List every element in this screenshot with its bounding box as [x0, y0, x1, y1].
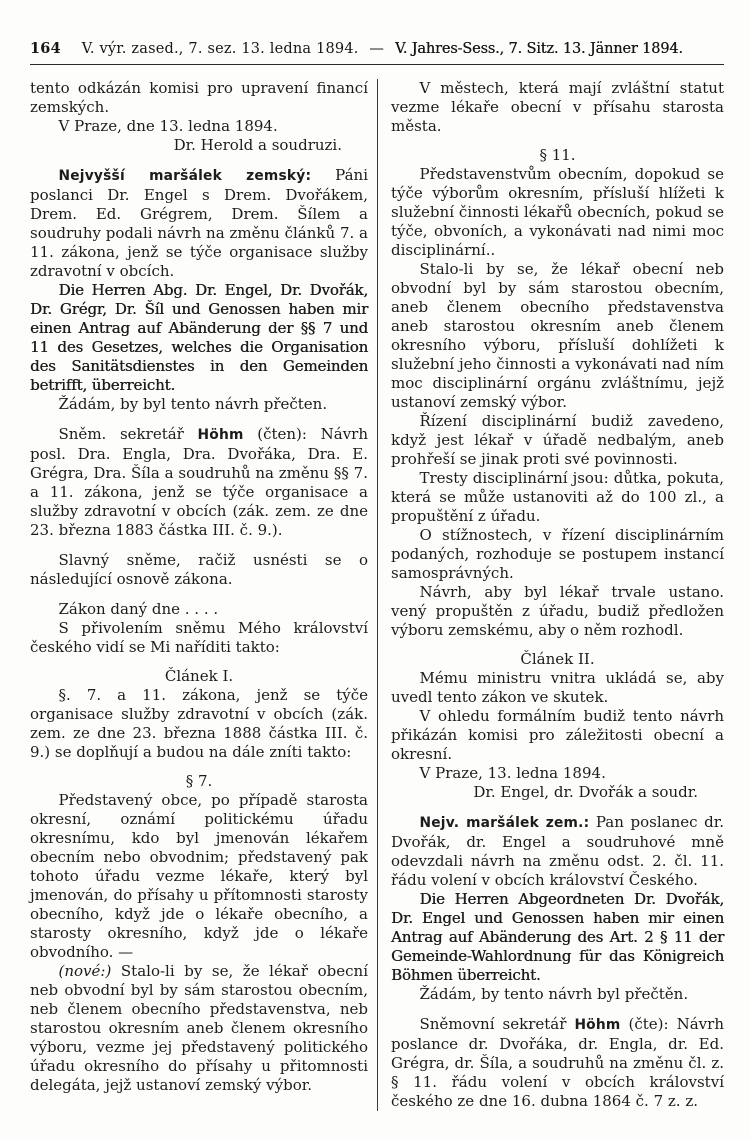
- speaker-name: Nejv. maršálek zem.:: [419, 815, 590, 831]
- text-run: Žádám, by tento návrh byl přečtěn.: [419, 985, 689, 1003]
- text-run: Mému ministru vnitra ukládá se, aby uvedl tento zákon ve skutek.: [391, 669, 724, 706]
- paragraph: [391, 764, 724, 783]
- page-header: [30, 40, 724, 57]
- paragraph: [30, 619, 368, 657]
- speaker-name: Nejvyšší maršálek zemský:: [58, 168, 312, 184]
- paragraph: [391, 469, 724, 526]
- section-heading: [30, 772, 368, 791]
- paragraph: [391, 890, 724, 985]
- text-run: Sněmovní sekretář: [419, 1015, 575, 1033]
- text-run: (čte): Návrh poslance dr. Dvořáka, dr. Engla, dr. Ed. Grégra, dr. Šíla, a soudruhů na změnu čl. z. § 11. řádu volení v obcích království českého ze dne 16. dubna 1864 č. 7 z. z.: [391, 1015, 724, 1110]
- left-column: [30, 79, 377, 1111]
- text-run: Pan poslanec dr. Dvořák, dr. Engel a soudruhové mně odevzdali návrh na změnu odst. 2. čl. 11. řádu volení v obcích království Českého.: [391, 813, 724, 889]
- text-run: Páni poslanci Dr. Engel s Drem. Dvořákem, Drem. Ed. Grégrem, Drem. Šílem a soudruhy podali návrh na změnu článků 7. a 11. zákona, jenž se týče organisace služby zdravotní v obcích.: [30, 166, 368, 280]
- section-heading: [391, 146, 724, 165]
- signature-line: [30, 136, 368, 155]
- paragraph: [30, 791, 368, 962]
- text-run: Žádám, by byl tento návrh přečten.: [58, 395, 328, 413]
- paragraph: [30, 117, 368, 136]
- paragraph: [391, 260, 724, 412]
- text-run: V Praze, dne 13. ledna 1894.: [58, 117, 278, 135]
- paragraph: [30, 395, 368, 414]
- text-run: Návrh, aby byl lékař trvale ustano. vený propuštěn z úřadu, budiž předložen výboru zemskému, aby o něm rozhodl.: [391, 583, 724, 639]
- paragraph: [391, 412, 724, 469]
- header-citation-german: V. Jahres-Sess., 7. Sitz. 13. Jänner 1894.: [394, 41, 683, 57]
- text-run: Představený obce, po případě starosta okresní, oznámí politickému úřadu okresnímu, kdo byl jmenován lékařem obecním nebo obvodnim; představený pak tohoto úřadu vezme lékaře, který byl jmenován, do přísahy u přítomnosti starosty obecního, když jde o lékaře obecního, a starosty okresního, když jde o lékaře obvodního. —: [30, 791, 368, 961]
- page-number: 164: [30, 40, 61, 57]
- text-run: Dr. Herold a soudruzi.: [173, 136, 342, 154]
- paragraph: [391, 79, 724, 136]
- text-run: Tresty disciplinární jsou: důtka, pokuta, která se může ustanoviti až do 100 zl., a propuštění z úřadu.: [391, 469, 724, 525]
- paragraph: [391, 985, 724, 1004]
- section-heading: [391, 650, 724, 669]
- signature-line: [391, 783, 724, 802]
- speaker-name: Höhm: [574, 1017, 621, 1033]
- paragraph: [391, 165, 724, 260]
- paragraph: [30, 281, 368, 395]
- paragraph: [391, 707, 724, 764]
- paragraph: [391, 813, 724, 890]
- text-run: Řízení disciplinární budiž zavedeno, když jest lékař v úřadě nedbalým, aneb prohřeší se jinak proti své povinnosti.: [391, 412, 724, 468]
- paragraph: [391, 1015, 724, 1111]
- text-run: Stalo-li by se, že lékař obecní neb obvodní byl by sám starostou obecním, neb členem obecního představenstva, neb starostou okresním aneb členem okresního výboru, vezme jej představený politického úřadu okresního do přísahy u přitomnosti delegáta, jejž ustanoví zemský výbor.: [30, 962, 368, 1094]
- header-separator: —: [369, 41, 385, 57]
- paragraph: [391, 583, 724, 640]
- text-run: Sněm. sekretář: [58, 425, 198, 443]
- text-run: Slavný sněme, račiž usnésti se o následující osnově zákona.: [30, 551, 368, 588]
- text-run: V ohledu formálním budiž tento návrh přikázán komisi pro záležitosti obecní a okresní.: [391, 707, 724, 763]
- paragraph: [30, 166, 368, 281]
- text-run: tento odkázán komisi pro upravení financí zemských.: [30, 79, 368, 116]
- text-run: § 7.: [185, 772, 213, 790]
- speaker-name: Höhm: [197, 427, 244, 443]
- paragraph: [391, 669, 724, 707]
- paragraph: [30, 962, 368, 1095]
- text-run: V městech, která mají zvláštní statut vezme lékaře obecní v přísahu starosta města.: [391, 79, 724, 135]
- text-run: S přivolením sněmu Mého království českého vidí se Mi naříditi takto:: [30, 619, 368, 656]
- header-citation-czech: V. výr. zased., 7. sez. 13. ledna 1894.: [81, 41, 359, 57]
- paragraph: [30, 79, 368, 117]
- paragraph: [391, 526, 724, 583]
- paragraph: [30, 686, 368, 762]
- text-run: (čten): Návrh posl. Dra. Engla, Dra. Dvořáka, Dra. E. Grégra, Dra. Šíla a soudruhů na změnu §§ 7. a 11. zákona, jenž se týče organisace a služby zdravotní v obcích (zák. zem. ze dne 23. března 1883 částka III. č. 9.).: [30, 425, 368, 539]
- text-run: §. 7. a 11. zákona, jenž se týče organisace služby zdravotní v obcích (zák. zem. ze dne 23. března 1888 částka III. č. 9.) se doplňují a budou na dále zníti takto:: [30, 686, 368, 761]
- text-run: Dr. Engel, dr. Dvořák a soudr.: [473, 783, 698, 801]
- text-run: Zákon daný dne . . . .: [58, 600, 219, 618]
- text-run: V Praze, 13. ledna 1894.: [419, 764, 606, 782]
- section-heading: [30, 667, 368, 686]
- text-run: Článek II.: [520, 650, 595, 668]
- text-run: Představenstvům obecním, dopokud se týče výborům okresním, přísluší hlížeti k služební činnosti lékařů obecních, pokud se týče, obvoních, a vykonávati nad nimi moc disciplinární..: [391, 165, 724, 259]
- right-column: [377, 79, 724, 1111]
- paragraph: [30, 551, 368, 589]
- text-run: Stalo-li by se, že lékař obecní neb obvodní byl by sám starostou obecním, aneb členem obecního představenstva aneb starostou okresním aneb členem okresního výboru, přísluší dohlížeti k služební jeho činnosti a vykonávati nad ním moc disciplinární orgánu zvláštnímu, jejž ustanoví zemský výbor.: [391, 260, 724, 411]
- text-run: O stížnostech, v řízení disciplinárním podaných, rozhoduje se postupem instancí samosprávných.: [391, 526, 724, 582]
- two-column-text: [30, 79, 724, 1111]
- text-run: Die Herren Abgeordneten Dr. Dvořák, Dr. Engel und Genossen haben mir einen Antrag auf Abänderung des Art. 2 § 11 der Gemeinde-Wahlordnung für das Königreich Böhmen überreicht.: [391, 890, 724, 984]
- header-rule: [30, 64, 724, 65]
- text-run: Die Herren Abg. Dr. Engel, Dr. Dvořák, Dr. Grégr, Dr. Šíl und Genossen haben mir einen Antrag auf Abänderung der §§ 7 und 11 des Gesetzes, welches die Organisation des Sanitätsdienstes in den Gemeinden betrifft, überreicht.: [30, 281, 368, 394]
- paragraph: [30, 425, 368, 540]
- paragraph: [30, 600, 368, 619]
- text-run: § 11.: [539, 146, 576, 164]
- text-run: Článek I.: [164, 667, 234, 685]
- text-run: (nové:): [58, 962, 112, 980]
